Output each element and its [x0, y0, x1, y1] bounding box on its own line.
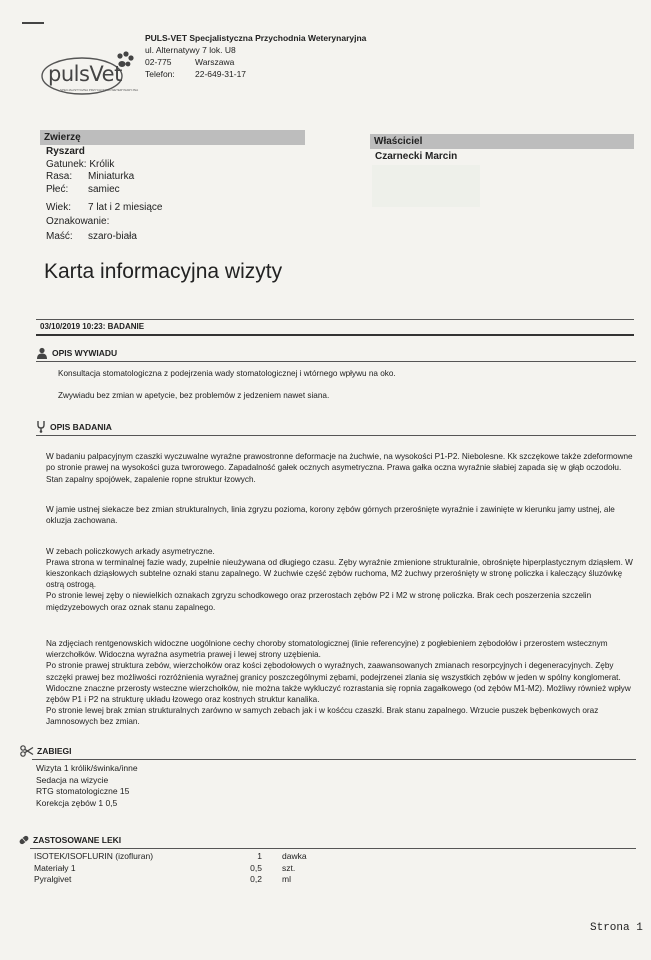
drug-qty: 0,5	[250, 862, 262, 873]
procedures-list	[36, 763, 636, 809]
sex-value: samiec	[88, 184, 120, 195]
animal-sex-row	[46, 184, 120, 197]
logo-subtext: SPECJALISTYCZNA PRZYCHODNIA WETERYNARYJNA	[60, 88, 139, 92]
procedures-rule	[32, 759, 636, 760]
exam-title-row	[36, 420, 636, 433]
exam-paragraph: W badaniu palpacyjnym czaszki wyczuwalne wyraźne prawostronne deformacje na żuchwie, na wysokości P1-P2. Niebolesne. Kk szczękowe także zdeformowne po stronie prawej na wysokości guza twrorowego. Zapadalność gałek ocznych asymetryczna. Prawa gałka oczna wyraźnie słabiej zapada się w głąb oczodołu. Stan zapalny spojówek, zapalenie ropne struktur łzowych.	[46, 452, 633, 484]
breed-label: Rasa:	[46, 171, 73, 182]
clinic-name: PULS-VET Specjalistyczna Przychodnia Weterynaryjna	[145, 33, 367, 43]
visit-rule-top	[36, 319, 634, 320]
drugs-title: ZASTOSOWANE LEKI	[33, 835, 122, 845]
animal-species-row	[46, 159, 114, 172]
scan-mark	[22, 22, 44, 24]
doctor-icon	[36, 347, 48, 359]
animal-name: Ryszard	[46, 146, 85, 157]
drugs-table	[34, 851, 636, 886]
scissors-icon	[20, 745, 34, 757]
drug-unit: szt.	[282, 862, 296, 873]
owner-redaction	[372, 165, 480, 207]
exam-paragraph: W jamie ustnej siekacze bez zmian strukturalnych, linia zgryzu pozioma, korony zębów górnych przerośnięte wyraźnie i zawinięte w kierunku jamy ustnej, ale okluzja zachowana.	[46, 505, 615, 526]
sex-label: Płeć:	[46, 184, 69, 195]
drug-qty: 0,2	[250, 874, 262, 884]
clinic-phone-label: Telefon:	[145, 69, 175, 79]
age-label: Wiek:	[46, 202, 71, 213]
interview-paragraph: Konsultacja stomatologiczna z podejrzenia wady stomatologicznej i wtórnego wpływu na oko.	[58, 369, 396, 378]
exam-title: OPIS BADANIA	[50, 421, 112, 432]
clinic-logo	[40, 48, 140, 98]
logo-text: pulsVet	[48, 62, 122, 86]
pill-icon	[18, 834, 30, 846]
interview-rule	[36, 361, 636, 362]
owner-name: Czarnecki Marcin	[375, 151, 458, 162]
drugs-title-row	[18, 834, 636, 846]
drug-row	[34, 874, 636, 886]
exam-text	[46, 440, 636, 747]
drug-row	[34, 863, 636, 875]
exam-section	[36, 420, 636, 747]
procedure-item: RTG stomatologiczne 15	[36, 786, 130, 796]
drug-unit: dawka	[282, 851, 307, 861]
age-value: 7 lat i 2 miesiące	[88, 202, 163, 213]
drug-unit: ml	[282, 874, 291, 884]
procedures-title-row	[20, 745, 636, 757]
animal-marking-row	[46, 216, 109, 229]
owner-header: Właściciel	[370, 134, 634, 149]
interview-title: OPIS WYWIADU	[52, 348, 118, 358]
clinic-postal: 02-775	[145, 57, 172, 67]
exam-rule	[36, 435, 636, 436]
clinic-street: ul. Alternatywy 7 lok. U8	[145, 45, 236, 55]
interview-paragraph: Zwywiadu bez zmian w apetycie, bez problemów z jedzeniem nawet siana.	[58, 391, 330, 401]
clinic-city: Warszawa	[195, 57, 235, 67]
drug-row	[34, 851, 636, 863]
species-label: Gatunek:	[46, 159, 87, 170]
procedure-item: Wizyta 1 królik/świnka/inne	[36, 763, 138, 773]
breed-value: Miniaturka	[88, 171, 135, 182]
marking-label: Oznakowanie:	[46, 216, 110, 227]
drug-name: ISOTEK/ISOFLURIN (izofluran)	[34, 851, 154, 861]
visit-rule-bottom	[36, 334, 634, 336]
procedures-title: ZABIEGI	[37, 746, 72, 756]
animal-breed-row	[46, 171, 134, 184]
interview-text	[58, 368, 636, 401]
stethoscope-icon	[36, 420, 46, 433]
drug-name: Pyralgivet	[34, 874, 72, 884]
color-value: szaro-biała	[88, 231, 137, 242]
drugs-rule	[30, 848, 636, 849]
procedure-item: Korekcja zębów 1 0,5	[36, 797, 118, 808]
color-label: Maść:	[46, 231, 73, 242]
species-value: Królik	[89, 159, 115, 170]
page-number: Strona 1	[590, 922, 643, 934]
animal-header: Zwierzę	[40, 130, 305, 145]
interview-title-row	[36, 347, 636, 359]
drug-qty: 1	[257, 851, 262, 861]
animal-age-row	[46, 202, 162, 215]
visit-header: 03/10/2019 10:23: BADANIE	[40, 322, 145, 331]
animal-color-row	[46, 231, 137, 244]
drugs-section	[18, 834, 636, 886]
exam-paragraph: W zebach policzkowych arkady asymetryczne. Prawa strona w terminalnej fazie wady, zupełnie nieużywana od długiego czasu. Zęby wyraźnie zmienione strukturalnie, obrośnięte hiperplastycznym dziąsłem. W kieszonkach dziąsłowych subtelne oznaki stanu zapalnego. W żuchwie część zębów ruchoma, M2 żuchwy przerośnięty w stronę policzka i kaleczący śluzówkę ostrą ostrogą. Po stronie lewej zęby o niewielkich oznakach zgryzu schodkowego oraz przerostach zębów P2 i M2 w stronę policzka. Brak cech poszerzenia szczelin międzyzebowych oraz oznak stanu zapalnego.	[46, 546, 633, 612]
interview-section	[36, 347, 636, 409]
clinic-phone: 22-649-31-17	[195, 69, 247, 79]
procedures-section	[20, 745, 636, 809]
page-title: Karta informacyjna wizyty	[44, 260, 283, 283]
procedure-item: Sedacja na wizycie	[36, 774, 109, 785]
drug-name: Materiały 1	[34, 862, 76, 873]
exam-paragraph: Na zdjęciach rentgenowskich widoczne uogólnione cechy choroby stomatologicznej (linie referencyjne) z pogłebieniem zębodołów i przerostem wstecznym wierzchołków. Widoczna wyraźna asymetria prawej i lewej strony uzębienia. Po stronie prawej struktura zebów, wierzchołków oraz kości zębodołowych o wyraźnych, zaawansowanych zmianach resorpcyjnych i degeneracyjnych. Zęby szczęki prawej bez możliwości rozróżnienia wyraźnej granicy poszczególnymi zębami, podejrzenei zlania się wszystkich zębów w jeden w spólny konglomerat. Widoczne znaczne przerosty wsteczne wierzchołków, nie można także wykluczyć rozrastania się ropnia zagałkowego (od zębów M1-M2). Możliwy również wpływ zębów P1 i P2 na strukturę układu łzowego oraz kostnych struktur kanalika. Po stronie lewej brak zmian strukturalnych zarówno w samych zebach jak i w kośćcu czaszki. Brak stanu zapalnego. Wrzucie puszek bębenkowych oraz Jamnosowych bez zmian.	[46, 639, 631, 727]
